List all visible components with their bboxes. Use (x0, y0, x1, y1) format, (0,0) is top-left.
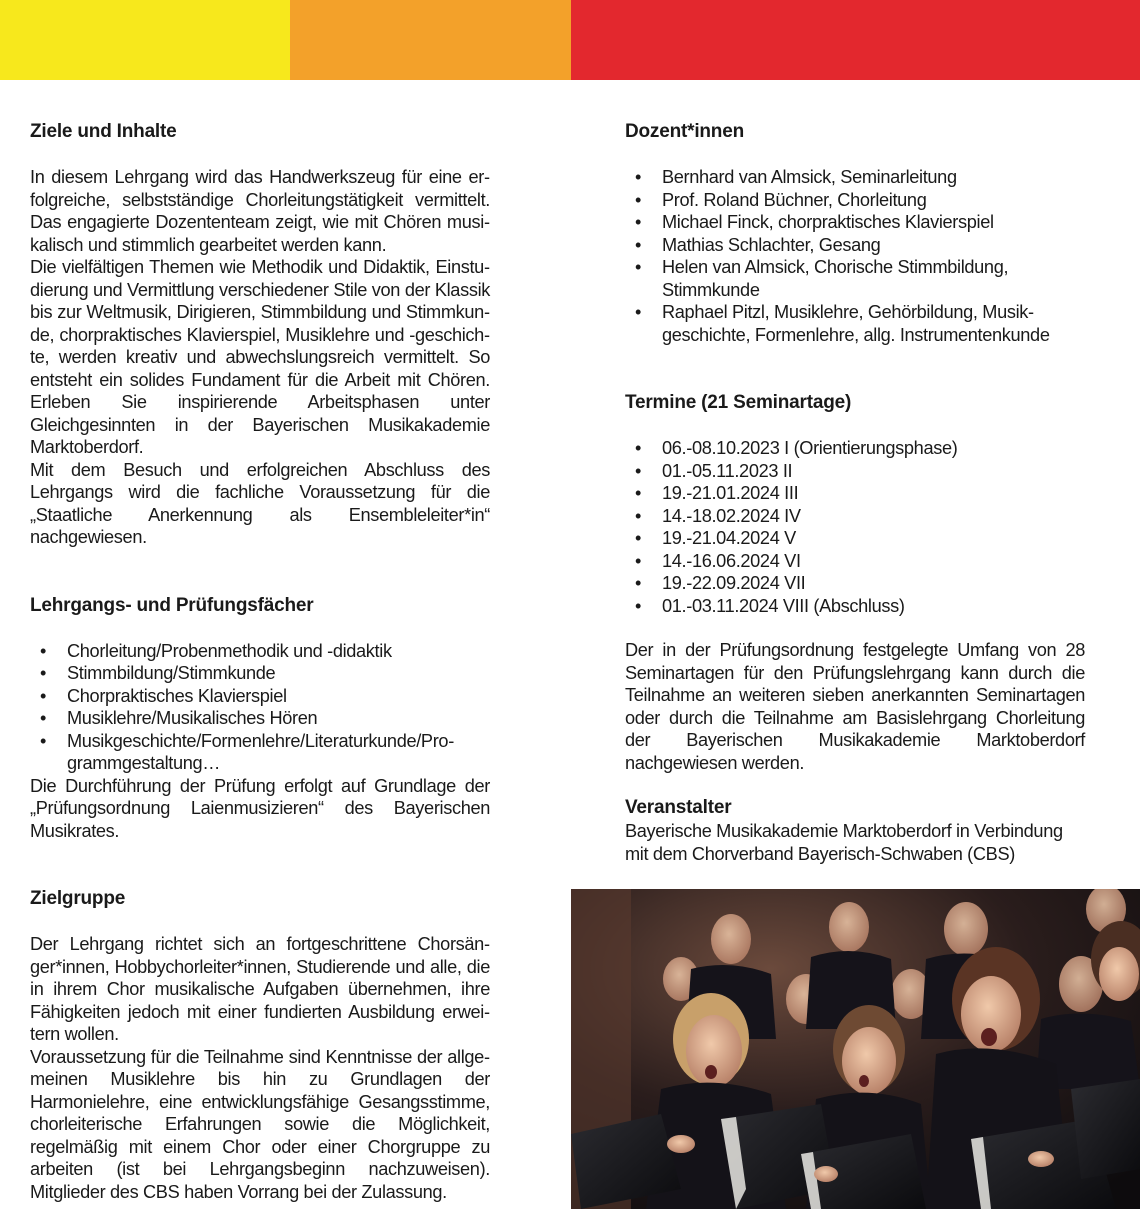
list-item: • Musiklehre/Musikalisches Hören (40, 708, 318, 728)
list-item: • 01.-03.11.2024 VIII (Abschluss) (635, 595, 905, 616)
paragraph-umfang: Der in der Prüfungsordnung festgelegte Umfang von 28 Seminartagen für den Prüfungslehrgang kann durch die Teilnahme an weiteren sieben anerkannten Seminartagen oder durch die Teilnahme am Basislehrgang Chorleitung der Bayerischen Musikakademie Marktoberdorf nachgewiesen werden. (625, 640, 1085, 773)
list-dozenten (625, 166, 1085, 346)
list-item: • 19.-21.04.2024 V (635, 528, 796, 548)
list-item: • 06.-08.10.2023 I (Orientierungsphase) (635, 438, 958, 458)
list-item: • 14.-16.06.2024 VI (635, 550, 801, 571)
section-zielgruppe (30, 887, 490, 1203)
list-item: • Chorpraktisches Klavierspiel (40, 685, 287, 706)
list-item: • Mathias Schlachter, Gesang (635, 234, 881, 255)
color-band-orange (290, 0, 571, 80)
list-faecher (30, 640, 490, 775)
paragraph-ziele-3: Mit dem Besuch und erfolgreichen Abschluss des Lehrgangs wird die fachliche Voraussetzung für die „Staatliche Anerkennung als Ensembleleiter*in“ nachgewiesen. (30, 459, 490, 547)
section-ziele (30, 120, 490, 549)
paragraph-ziele-1: In diesem Lehrgang wird das Handwerkszeug für eine erfolgreiche, selbstständige Chorleitungstätigkeit vermittelt. Das engagierte Dozententeam zeigt, wie mit Chören musikalisch und stimmlich gearbeitet werden kann. (30, 167, 490, 255)
left-column (30, 120, 490, 1203)
list-item: • Stimmbildung/Stimmkunde (40, 663, 276, 683)
heading-ziele: Ziele und Inhalte (30, 121, 177, 142)
list-item: • 01.-05.11.2023 II (635, 460, 793, 481)
color-band-red (571, 0, 1140, 80)
paragraph-ziele-2: Die vielfältigen Themen wie Methodik und Didaktik, Einstudierung und Vermittlung verschiedener Stile von der Klassik bis zur Weltmusik, Dirigieren, Stimmbildung und Stimmkunde, chorpraktisches Klavierspiel, Musiklehre und -geschichte, werden kreativ und abwechslungsreich vermittelt. So entsteht ein solides Fundament für die Arbeit mit Chören. Erleben Sie inspirierende Arbeitsphasen unter Gleichgesinnten in der Bayerischen Musikakademie Marktoberdorf. (30, 257, 490, 457)
section-termine (625, 391, 1085, 774)
list-item: • 19.-21.01.2024 III (635, 483, 799, 503)
paragraph-veranstalter: Bayerische Musikakademie Marktoberdorf in Verbindung mit dem Chorverband Bayerisch-Schwaben (CBS) (625, 821, 1063, 864)
list-termine (625, 437, 1085, 617)
list-item: • Helen van Almsick, Chorische Stimmbildung, Stimmkunde (635, 257, 1009, 300)
list-item: • Raphael Pitzl, Musiklehre, Gehörbildung, Musikgeschichte, Formenlehre, allg. Instrumentenkunde (635, 302, 1050, 345)
list-item: • Prof. Roland Büchner, Chorleitung (635, 189, 927, 210)
list-item: • Michael Finck, chorpraktisches Klavierspiel (635, 212, 994, 232)
heading-dozenten: Dozent*innen (625, 121, 744, 142)
choir-photo-illustration (571, 889, 1140, 1209)
paragraph-zielgruppe-1: Der Lehrgang richtet sich an fortgeschrittene Chorsänger*innen, Hobbychorleiter*innen, Studierende und alle, die in ihrem Chor musikalische Aufgaben übernehmen, ihre Fähigkeiten jedoch mit einer fundierten Ausbildung erweitern wollen. (30, 934, 490, 1044)
heading-veranstalter: Veranstalter (625, 797, 732, 818)
heading-zielgruppe: Zielgruppe (30, 888, 126, 909)
paragraph-zielgruppe-2: Voraussetzung für die Teilnahme sind Kenntnisse der allgemeinen Musiklehre bis hin zu Grundlagen der Harmonielehre, eine entwicklungsfähige Gesangsstimme, chorleiterische Erfahrungen sowie die Möglichkeit, regelmäßig mit einem Chor oder einer Chorgruppe zu arbeiten (ist bei Lehrgangsbeginn nachzuweisen). Mitglieder des CBS haben Vorrang bei der Zulassung. (30, 1046, 490, 1202)
section-dozenten (625, 120, 1085, 346)
list-item: • 14.-18.02.2024 IV (635, 505, 801, 526)
color-band-yellow (0, 0, 290, 80)
heading-termine: Termine (21 Seminartage) (625, 392, 852, 413)
section-veranstalter (625, 796, 1085, 865)
heading-faecher: Lehrgangs- und Prüfungsfächer (30, 594, 314, 616)
list-item: • 19.-22.09.2024 VII (635, 573, 806, 593)
section-faecher (30, 594, 490, 843)
list-item: • Chorleitung/Probenmethodik und -didaktik (40, 640, 392, 661)
list-item: • Musikgeschichte/Formenlehre/Literaturkunde/Programmgestaltung… (40, 730, 455, 773)
right-column (625, 120, 1085, 865)
choir-photo (571, 889, 1140, 1209)
paragraph-pruefung: Die Durchführung der Prüfung erfolgt auf Grundlage der „Prüfungsordnung Laienmusizieren“ des Bayerischen Musikrates. (30, 775, 490, 841)
list-item: • Bernhard van Almsick, Seminarleitung (635, 167, 957, 187)
